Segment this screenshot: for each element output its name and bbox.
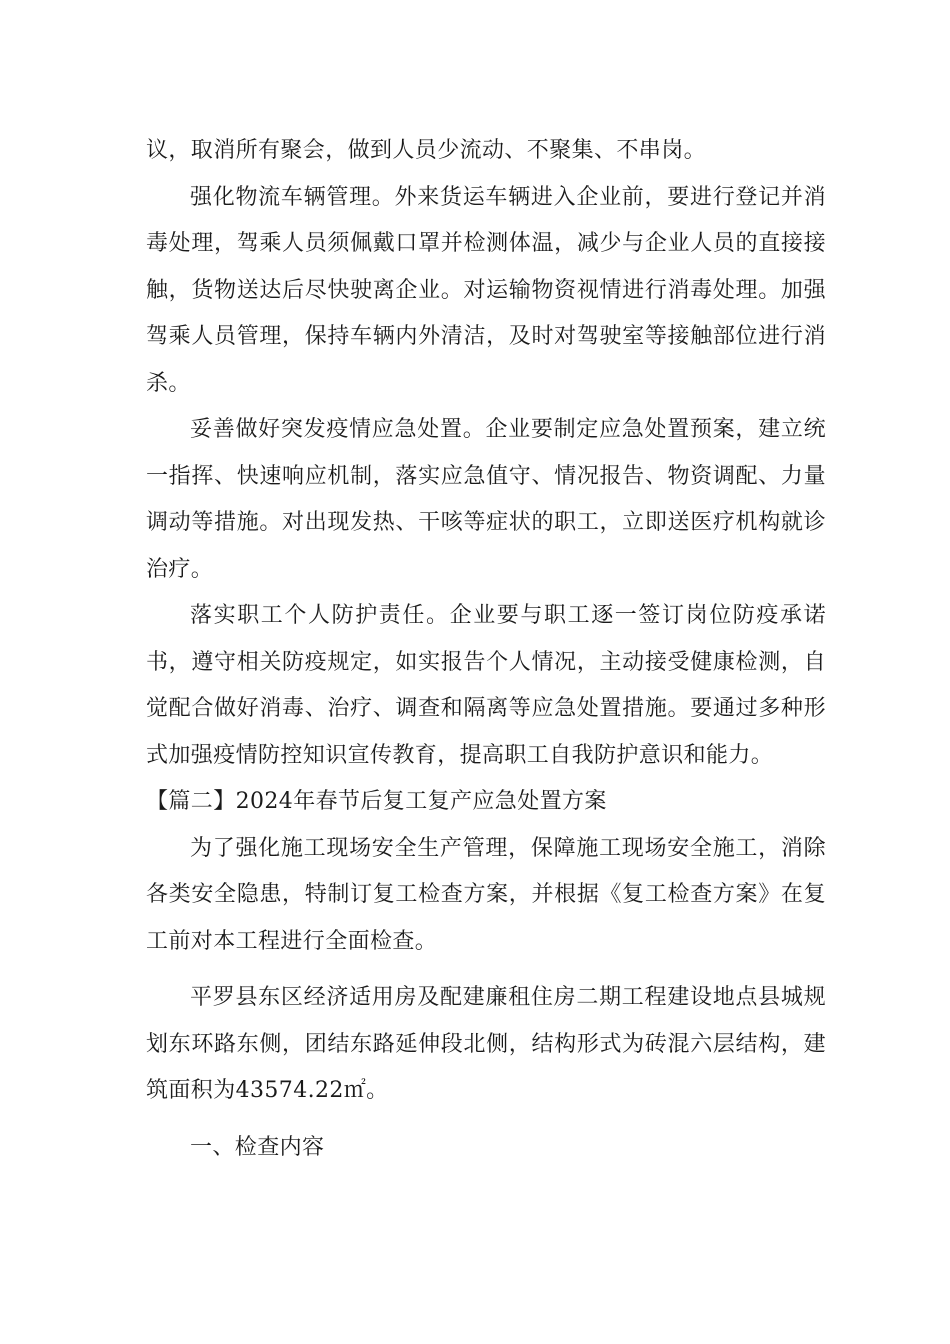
paragraph-personal-protection: 落实职工个人防护责任。企业要与职工逐一签订岗位防疫承诺书，遵守相关防疫规定，如实报告个人情况，主动接受健康检测，自觉配合做好消毒、治疗、调查和隔离等应急处置措施。要通过多种形式加强疫情防控知识宣传教育，提高职工自我防护意识和能力。 <box>146 603 826 768</box>
section-title: 【篇二】2024年春节后复工复产应急处置方案 <box>146 789 607 814</box>
document-page <box>146 128 826 1171</box>
paragraph-project-overview: 平罗县东区经济适用房及配建廉租住房二期工程建设地点县城规划东环路东侧，团结东路延伸段北侧，结构形式为砖混六层结构，建筑面积为43574.22㎡。 <box>146 985 826 1103</box>
paragraph-inspection-purpose: 为了强化施工现场安全生产管理，保障施工现场安全施工，消除各类安全隐患，特制订复工检查方案，并根据《复工检查方案》在复工前对本工程进行全面检查。 <box>146 835 826 954</box>
paragraph-logistics-vehicles: 强化物流车辆管理。外来货运车辆进入企业前，要进行登记并消毒处理，驾乘人员须佩戴口罩并检测体温，减少与企业人员的直接接触，货物送达后尽快驶离企业。对运输物资视情进行消毒处理。加强驾乘人员管理，保持车辆内外清洁，及时对驾驶室等接触部位进行消杀。 <box>146 184 826 396</box>
paragraph-emergency-response: 妥善做好突发疫情应急处置。企业要制定应急处置预案，建立统一指挥、快速响应机制，落实应急值守、情况报告、物资调配、力量调动等措施。对出现发热、干咳等症状的职工，立即送医疗机构就诊治疗。 <box>146 417 826 582</box>
subheading-inspection-content: 一、检查内容 <box>190 1134 325 1160</box>
paragraph-continuation: 议，取消所有聚会，做到人员少流动、不聚集、不串岗。 <box>146 138 707 163</box>
